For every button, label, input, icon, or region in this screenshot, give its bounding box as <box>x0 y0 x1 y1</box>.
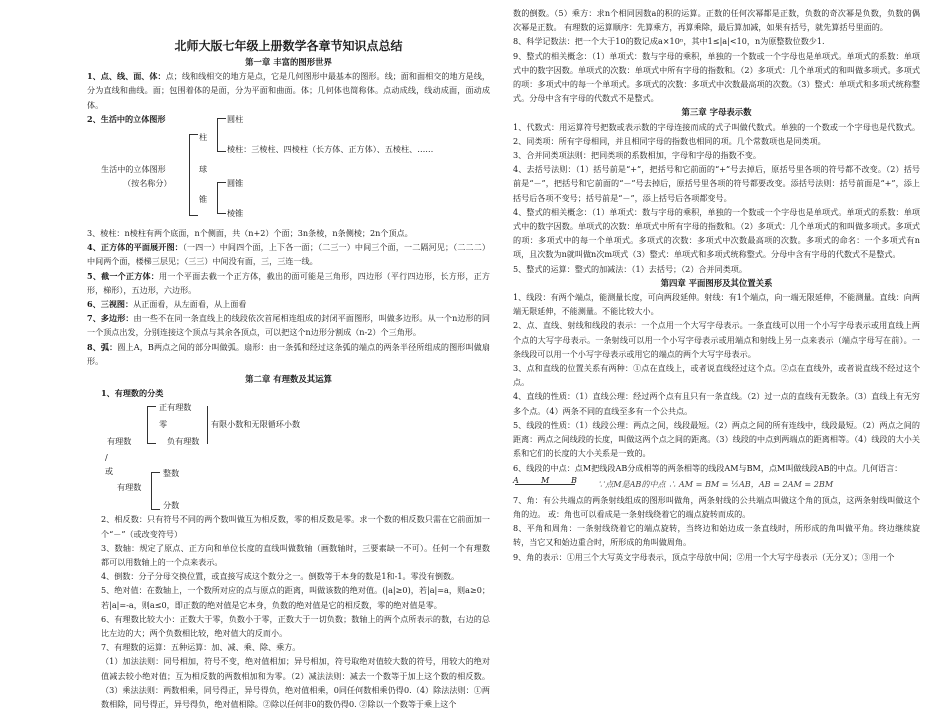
tree-cylinder: 圆柱 <box>227 114 244 125</box>
left-column <box>87 0 490 711</box>
ch2-item-3: 3、数轴：规定了原点、正方向和单位长度的直线叫做数轴（画数轴时，三要素缺一不可）。任何一个有理数都可以用数轴上的一个点来表示。 <box>101 542 490 568</box>
ch4-item-6: 6、线段的中点：点M把线段AB分成相等的两条相等的线段AM与BM，点M叫做线段AB的中点。几何语言： <box>513 462 903 473</box>
right-item-r8: 8、科学记数法：把一个大于10的数记成a×10ⁿ，其中1≤|a|<10，n为原整数位数少1. <box>513 36 825 47</box>
ch4-item-8: 8、平角和周角：一条射线绕着它的端点旋转，当终边和始边成一条直线时，所形成的角叫做平角。终边继续旋转，当它又和始边重合时，所形成的角叫做周角。 <box>513 523 920 548</box>
tree-root: 生活中的立体图形 <box>101 164 166 175</box>
tree-brace-5 <box>207 406 208 444</box>
tree-or: 或 <box>105 466 114 477</box>
tree-root-sub: （按名称分） <box>123 178 172 189</box>
tree-positive: 正有理数 <box>159 402 192 413</box>
chapter-3-heading: 第三章 字母表示数 <box>681 107 752 118</box>
ch2-item-7: 7、有理数的运算：五种运算：加、减、乘、除、乘方。 <box>101 642 301 653</box>
ch4-item-4: 4、直线的性质：（1）直线公理：经过两个点有且只有一条直线。（2）过一点的直线有无数条。（3）直线上有无穷多个点。（4）两条不同的直线至多有一个公共点。 <box>513 391 920 416</box>
segment-point-b: B <box>571 474 577 485</box>
chapter-4-heading: 第四章 平面图形及其位置关系 <box>660 277 773 288</box>
ch1-item-7: 7、多边形：由一些不在同一条直线上的线段依次首尾相连组成的封闭平面图形，叫做多边形。从一个n边形的同一个顶点出发，分别连接这个顶点与其余各顶点，可以把这个n边形分割成（n-2）个三角形。 <box>87 313 490 338</box>
tree-pyramid: 棱锥 <box>227 208 244 219</box>
tree-fraction: 分数 <box>163 500 180 511</box>
ch4-item-9: 9、角的表示：①用三个大写英文字母表示，顶点字母放中间；②用一个大写字母表示（无分叉）；③用一个 <box>513 551 895 562</box>
ch1-item-5: 5、截一个正方体：用一个平面去截一个正方体，截出的面可能是三角形，四边形（平行四边形，长方形，正方形，梯形），五边形，六边形。 <box>87 270 490 295</box>
right-column <box>513 0 920 564</box>
tree-rational: 有理数 <box>107 436 132 447</box>
tree-integer: 整数 <box>163 468 180 479</box>
tree-slash: / <box>105 452 108 463</box>
ch3-item-1: 1、代数式：用运算符号把数或表示数的字母连接而成的式子叫做代数式。单独的一个数或一个字母也是代数式。2、同类项：所有字母相同，并且相同字母的指数也相同的项。几个常数项也是同类项。 <box>513 121 920 146</box>
ch1-item-1: 1、点、线、面、体：点；线和线相交的地方是点，它是几何图形中最基本的图形。线；面和面相交的地方是线，分为直线和曲线。面；包围着体的是面，分为平面和曲面。体；几何体也简称体。点动成线，线动成面，面动成体。 <box>87 71 490 110</box>
tree-cone: 锥 <box>199 194 208 205</box>
ch3-item-4: 4、去括号法则：（1）括号前是“+”，把括号和它前面的“+”号去掉后，原括号里各项的符号都不改变。（2）括号前是“－”，把括号和它前面的“－”号去掉后，原括号里各项的符号都要改变。添括号法则：括号前面是“+”，添上括号后各项不变号；括号前是“－”，添上括号后各项都变号。 <box>513 164 920 203</box>
chapter-1-heading: 第一章 丰富的图形世界 <box>245 57 332 67</box>
tree-negative: 负有理数 <box>167 436 200 447</box>
ch2-item-4: 4、倒数：分子分母交换位置，或直接写成这个数分之一。倒数等于本身的数是1和-1。零没有倒数。 <box>101 571 460 582</box>
tree-ball: 球 <box>199 164 208 175</box>
ch4-item-5: 5、线段的性质：（1）线段公理：两点之间，线段最短。（2）两点之间的所有连线中，线段最短。（2）两点之间的距离：两点之间线段的长度，叫做这两个点之间的距离。（3）线段的中点到两端点的距离相等。（4）线段的大小关系和它们的长度的大小关系是一致的。 <box>513 419 920 459</box>
right-item-r1: 数的倒数。（5）乘方：求n个相同因数a的积的运算。正数的任何次幂都是正数，负数的奇次幂是负数，负数的偶次幂是正数。 有理数的运算顺序：先算乘方，再算乘除，最后算加减，如果有括号，就先算括号里面的。 <box>513 8 920 33</box>
ch2-item-1: 1、有理数的分类 <box>101 388 164 399</box>
tree-prism: 棱柱：三棱柱、四棱柱（长方体、正方体）、五棱柱、…… <box>227 144 434 155</box>
midpoint-formula: ∵点M是AB的中点 ∴ AM = BM = ½AB，AB = 2AM = 2BM <box>597 478 834 489</box>
ch3-item-6: 5、整式的运算：整式的加减法：（1）去括号；（2）合并同类项。 <box>513 263 747 274</box>
rational-number-tree <box>87 400 490 512</box>
ch3-item-5: 4、整式的相关概念：（1）单项式：数与字母的乘积，单独的一个数或一个字母也是单项式。单项式的系数：单项式中的数字因数。单项式的次数：单项式中所有字母的指数和。（2）多项式：几个单项式的和叫做多项式。多项式的项：多项式中的每一个单项式。多项式的次数：多项式中次数最高项的次数。多项式的命名：一个多项式有n项，且次数为n就叫做n次m项式（3）整式：单项式和多项式统称整式。分母中含有字母的代数式不是整式。 <box>513 206 920 260</box>
ch4-item-7: 7、角：有公共端点的两条射线组成的图形叫做角，两条射线的公共端点叫做这个角的顶点，这两条射线叫做这个角的边。 或：角也可以看成是一条射线绕着它的端点旋转而成的。 <box>513 494 920 519</box>
ch2-item-7b: （1）加法法则：同号相加，符号不变，绝对值相加；异号相加，符号取绝对值较大数的符号，用较大的绝对值减去较小绝对值；互为相反数的两数相加和为零。（2）减法法则：减去一个数等于加上这个数的相反数。（3）乘法法则：两数相乘，同号得正，异号得负，绝对值相乘，0同任何数相乘仍得0.（4）除法法则：①两数相除，同号得正，异号得负，绝对值相除。②除以任何非0的数仍得0. ②除以一个数等于乘上这个 <box>101 656 490 710</box>
tree-brace-3 <box>217 182 226 214</box>
tree-pillar: 柱 <box>199 132 208 143</box>
tree-brace-6 <box>151 472 160 510</box>
ch2-item-6: 6、有理数比较大小：正数大于零，负数小于零，正数大于一切负数；数轴上的两个点所表示的数，右边的总比左边的大；两个负数相比较，绝对值大的反而小。 <box>101 613 490 639</box>
tree-zero: 零 <box>159 419 168 430</box>
ch4-item-3: 3、点和直线的位置关系有两种：①点在直线上，或者说直线经过这个点。②点在直线外，或者说直线不经过这个点。 <box>513 363 920 388</box>
segment-figure <box>513 475 920 493</box>
tree-brace-2 <box>217 118 226 152</box>
segment-point-a: A <box>513 474 519 485</box>
tree-finite-decimal: 有限小数和无限循环小数 <box>211 419 301 430</box>
ch4-item-2: 2、点、直线、射线和线段的表示：一个点用一个大写字母表示。一条直线可以用一个小写字母表示或用直线上两个点的大写字母表示。一条射线可以用一个小写字母表示或用端点和射线上另一点来表示（端点字母写在前）。一条线段可以用一个小写字母表示或用它的端点的两个大写字母表示。 <box>513 320 920 359</box>
ch1-item-2: 2、生活中的立体图形 <box>87 113 166 124</box>
tree-rational-2: 有理数 <box>117 482 142 493</box>
ch1-item-4: 4、正方体的平面展开图：（一四一）中间四个面，上下各一面；（二三一）中间三个面，一二隔河见；（二二二）中间两个面，楼梯三层见；（三三）中间没有面，三，三连一线。 <box>87 242 490 267</box>
ch1-item-3: 3、棱柱：n棱柱有两个底面，n个侧面，共（n+2）个面；3n条棱，n条侧棱；2n个顶点。 <box>87 228 413 239</box>
tree-circ-cone: 圆锥 <box>227 178 244 189</box>
chapter-2-heading: 第二章 有理数及其运算 <box>245 374 332 385</box>
ch4-item-1: 1、线段：有两个端点，能测量长度，可向两段延伸。射线：有1个端点，向一端无限延伸，不能测量。直线：向两端无限延伸，不能测量。不能比较大小。 <box>513 292 920 317</box>
tree-brace-4 <box>147 406 156 444</box>
right-item-r9: 9、整式的相关概念：（1）单项式：数与字母的乘积，单独的一个数或一个字母也是单项式。单项式的系数：单项式中的数字因数。单项式的次数：单项式中所有字母的指数和。（2）多项式：几个单项式的和叫做多项式。多项式的项：多项式中的每一个单项式。多项式的次数：多项式中次数最高项的次数。（3）整式：单项式和多项式统称整式。分母中含有字母的代数式不是整式。 <box>513 50 920 104</box>
ch2-item-5: 5、绝对值：在数轴上，一个数所对应的点与原点的距离，叫做该数的绝对值。(|a|≥0)，若|a|=a，则a≥0；若|a|=-a，则a≤0，即正数的绝对值是它本身，负数的绝对值是它的相反数，零的绝对值是零。 <box>101 585 490 610</box>
ch3-item-3: 3、合并同类项法则：把同类项的系数相加，字母和字母的指数不变。 <box>513 150 761 161</box>
ch2-item-2: 2、相反数：只有符号不同的两个数叫做互为相反数，零的相反数是零。求一个数的相反数只需在它前面加一个“－”（或改变符号） <box>101 514 490 539</box>
tree-brace-1 <box>189 134 198 216</box>
document-title: 北师大版七年级上册数学各章节知识点总结 <box>174 39 403 53</box>
ch1-item-8: 8、弧：圆上A，B两点之间的部分叫做弧。扇形：由一条弧和经过这条弧的端点的两条半径所组成的图形叫做扇形。 <box>87 341 491 366</box>
ch1-item-6: 6、三视图：从正面看，从左面看，从上面看 <box>87 299 247 310</box>
segment-point-m: M <box>541 474 550 485</box>
